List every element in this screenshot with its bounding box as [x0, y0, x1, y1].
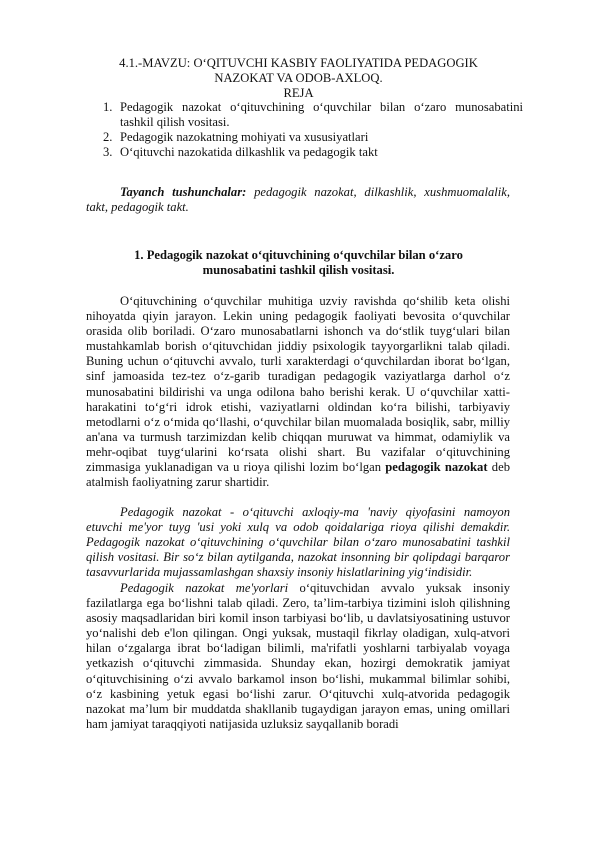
paragraph-text: O‘qituvchining o‘quvchilar muhitiga uzviy ravishda qo‘shilib keta olishi nihoyatda qiyin jarayon. Lekin uning pedagogik faoliyati bevosita o‘quvchilar orasida olib boriladi. O‘zaro munosabatlarni ishonch va do‘stlik tuyg‘ulari bilan mustahkamlab borish o‘qituvchidan jiddiy psixologik tayyorgarlikni talab qiladi. Buning uchun o‘qituvchi avvalo, turli xarakterdagi o‘quvchilardan iborat bo‘lgan, sinf jamoasida tez-tez o‘z-garib turadigan pedagogik vaziyatlarga darhol o‘z munosabatini bildirishi va unga odilona baho berishi kerak. U o‘quvchilar xatti-harakatini to‘g‘ri idrok etishi, vaziyatlarni oldindan ko‘ra bilishi, tarbiyaviy metodlarni o‘z o‘mida qo‘llashi, o‘quvchilar bilan muomalada bosiqlik, sabr, milliy an'ana va turmush tarzimizdan kelib chiqqan muruwat va himmat, odamiylik va mehr-oqibat tuyg‘ularini ko‘rsata olishi shart. Bu vazifalar o‘qituvchining zimmasiga yuklanadigan va u rioya qilishi lozim bo‘lgan: [86, 294, 510, 475]
plan-item: [103, 130, 523, 145]
section-heading-line2: munosabatini tashkil qilish vositasi.: [202, 263, 395, 277]
body-paragraph: [86, 581, 510, 732]
paragraph-text: deb atalmish faoliyatning zarur shartidir.: [86, 460, 510, 490]
definition-paragraph: Pedagogik nazokat - o‘qituvchi axloqiy-ma 'naviy qiyofasini namoyon etuvchi me'yor tuyg 'usi yoki xulq va odob qoidalariga rioya qilishi demakdir. Pedagogik nazokat o‘qituvchining o‘quvchilar bilan o‘zaro munosabatini tashkil qilish vositasi. Bir so‘z bilan aytilganda, nazokat insonning bir qolipdagi barqaror tasavvurlarida mujassamlashgan shaxsiy insoniy hislatlarining yig‘indisidir.: [86, 505, 510, 580]
plan-item-number: 1.: [103, 100, 113, 114]
topic-title-line1: 4.1.-MAVZU: O‘QITUVCHI KASBIY FAOLIYATIDA PEDAGOGIK: [119, 56, 478, 70]
key-concepts-text: pedagogik nazokat, dilkashlik, xushmuomalalik, takt, pedagogik takt.: [86, 185, 510, 215]
plan-list: [103, 100, 523, 160]
topic-title-line2: NAZOKAT VA ODOB-AXLOQ.: [214, 71, 383, 85]
plan-item-text: Pedagogik nazokat o‘qituvchining o‘quvchilar bilan o‘zaro munosabatini tashkil qilish vositasi.: [120, 100, 523, 129]
bold-term: pedagogik nazokat: [385, 460, 488, 475]
plan-item-text: O‘qituvchi nazokatida dilkashlik va pedagogik takt: [120, 145, 378, 159]
plan-item-number: 3.: [103, 145, 113, 159]
plan-item-text: Pedagogik nazokatning mohiyati va xususiyatlari: [120, 130, 369, 144]
key-concepts-label: Tayanch tushunchalar:: [120, 185, 247, 199]
plan-item: [103, 100, 523, 130]
plan-item: [103, 145, 523, 160]
body-paragraph: [86, 294, 510, 490]
italic-term: Pedagogik nazokat me'yorlari: [120, 581, 289, 595]
plan-heading: REJA: [283, 86, 314, 100]
section-heading-line1: 1. Pedagogik nazokat o‘qituvchining o‘quvchilar bilan o‘zaro: [134, 248, 463, 262]
plan-item-number: 2.: [103, 130, 113, 144]
key-concepts: [86, 185, 510, 215]
paragraph-text: o‘qituvchidan avvalo yuksak insoniy fazilatlarga ega bo‘lishni talab qiladi. Zero, ta’lim-tarbiya tizimini isloh qilishning asosiy maqsadlaridan biri komil inson tarbiyasi bo‘lib, u davlatsiyosatining ustuvor yo‘nalishi deb e'lon qilingan. Ongi yuksak, mustaqil fikrlay oladigan, xulq-atvori hilan o‘zgalarga ibrat bo‘ladigan bilimli, ma'rifatli yoshlarni tarbiyalab voyaga yetkazish o‘qituvchi zimmasida. Shunday ekan, hozirgi demokratik jamiyat o‘qituvchisining o‘zi avvalo barkamol inson bo‘lishi, mukammal bilimlar sohibi, o‘z kasbining yetuk egasi bo‘lishi zarur. O‘qituvchi xulq-atvorida pedagogik nazokat ma’lum bir muddatda shakllanib tugaydigan jarayon emas, uning omillari ham jamiyat taraqqiyoti natijasida uzluksiz sayqallanib boradi: [86, 581, 510, 731]
